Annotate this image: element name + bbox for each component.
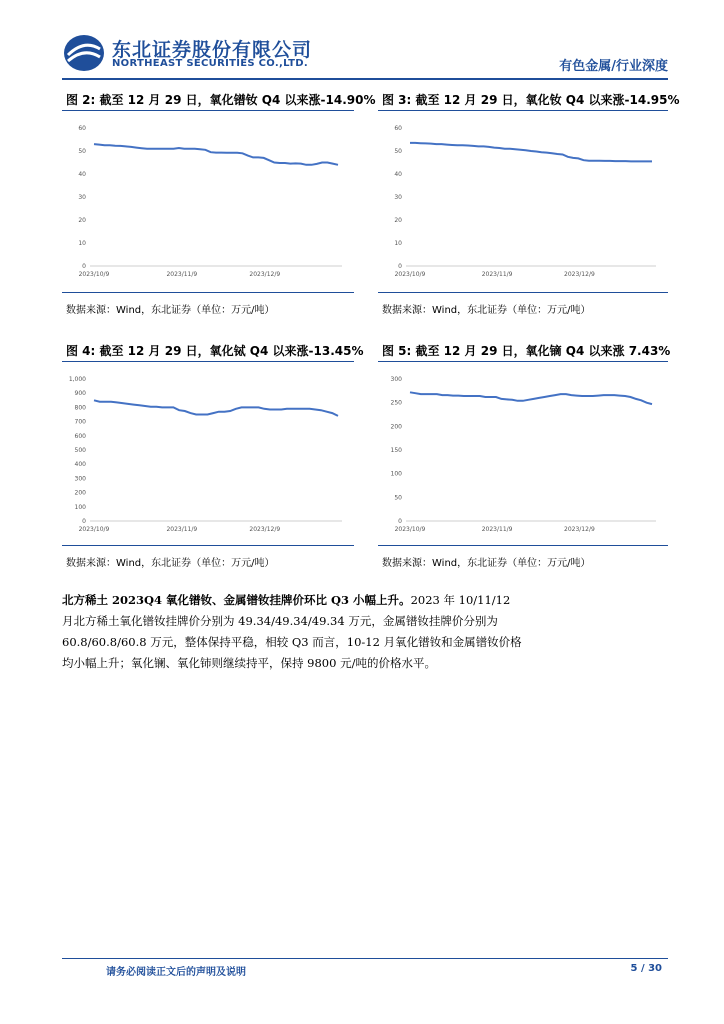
y-tick-label: 0: [398, 263, 402, 270]
y-tick-label: 50: [394, 148, 402, 155]
x-tick-label: 2023/10/9: [78, 271, 110, 278]
y-tick-label: 0: [398, 518, 402, 525]
figure-3-chart: [378, 118, 668, 286]
company-name-cn: 东北证券股份有限公司: [112, 39, 313, 61]
x-tick-label: 2023/12/9: [249, 526, 281, 533]
x-tick-label: 2023/11/9: [166, 271, 198, 278]
x-tick-label: 2023/11/9: [481, 271, 513, 278]
series-line: [410, 143, 652, 162]
y-tick-label: 40: [78, 171, 86, 178]
x-tick-label: 2023/10/9: [78, 526, 110, 533]
paragraph-lead: 北方稀土 2023Q4 氧化镨钕、金属镨钕挂牌价环比 Q3 小幅上升。: [62, 593, 411, 607]
figure-5-bottom-rule: [378, 545, 668, 546]
y-tick-label: 200: [74, 489, 86, 497]
report-category: 有色金属/行业深度: [559, 59, 668, 74]
series-line: [94, 144, 338, 165]
figure-4-bottom-rule: [62, 545, 354, 546]
y-tick-label: 100: [74, 503, 86, 511]
x-tick-label: 2023/12/9: [249, 271, 281, 278]
y-tick-label: 60: [78, 125, 86, 132]
figure-4-title: 图 4: 截至 12 月 29 日，氧化铽 Q4 以来涨-13.45%: [66, 344, 364, 358]
y-tick-label: 700: [74, 418, 86, 426]
y-tick-label: 60: [394, 125, 402, 132]
y-tick-label: 800: [74, 404, 86, 412]
x-tick-label: 2023/11/9: [481, 526, 513, 533]
y-tick-label: 20: [78, 217, 86, 224]
figure-3-rule: [378, 110, 668, 111]
figure-3-source: 数据来源：Wind，东北证券（单位：万元/吨）: [382, 305, 591, 316]
figure-3-title: 图 3: 截至 12 月 29 日，氧化钕 Q4 以来涨-14.95%: [382, 93, 680, 107]
page-header: [62, 33, 668, 73]
y-tick-label: 30: [394, 194, 402, 201]
y-tick-label: 30: [78, 194, 86, 201]
company-logo-icon: [62, 33, 106, 73]
y-tick-label: 250: [390, 399, 402, 407]
figure-4-chart: [62, 369, 354, 541]
y-tick-label: 300: [390, 376, 402, 383]
y-tick-label: 100: [390, 470, 402, 478]
y-tick-label: 300: [74, 475, 86, 483]
series-line: [94, 400, 338, 416]
y-tick-label: 1,000: [68, 376, 86, 383]
x-tick-label: 2023/10/9: [394, 271, 426, 278]
y-tick-label: 50: [78, 148, 86, 155]
figure-5-chart: [378, 369, 668, 541]
y-tick-label: 500: [74, 447, 86, 454]
y-tick-label: 10: [78, 240, 86, 247]
y-tick-label: 40: [394, 171, 402, 178]
y-tick-label: 0: [82, 518, 86, 525]
x-tick-label: 2023/11/9: [166, 526, 198, 533]
x-tick-label: 2023/10/9: [394, 526, 426, 533]
y-tick-label: 600: [74, 432, 86, 440]
figure-5-source: 数据来源：Wind，东北证券（单位：万元/吨）: [382, 558, 591, 569]
figure-5-rule: [378, 361, 668, 362]
y-tick-label: 200: [390, 423, 402, 431]
page-number: 5 / 30: [630, 963, 662, 974]
figure-5-title: 图 5: 截至 12 月 29 日，氧化镝 Q4 以来涨 7.43%: [382, 344, 671, 358]
paragraph-body: 2023 年 10/11/12 月北方稀土氧化镨钕挂牌价分别为 49.34/49.34/49.34 万元，金属镨钕挂牌价分别为 60.8/60.8/60.8 万元，整体保持平稳，相较 Q3 而言，10-12 月氧化镨钕和金属镨钕价格均小幅上升；氧化镧、氧化铈则继续持平，保持 9800 元/吨的价格水平。: [62, 593, 522, 670]
series-line: [410, 392, 652, 404]
figure-4-source: 数据来源：Wind，东北证券（单位：万元/吨）: [66, 558, 275, 569]
y-tick-label: 50: [394, 494, 402, 502]
y-tick-label: 900: [74, 390, 86, 398]
header-divider: [62, 78, 668, 80]
figure-2-title: 图 2: 截至 12 月 29 日，氧化镨钕 Q4 以来涨-14.90%: [66, 93, 376, 107]
y-tick-label: 10: [394, 240, 402, 247]
footer-disclaimer: 请务必阅读正文后的声明及说明: [106, 967, 246, 978]
y-tick-label: 400: [74, 461, 86, 469]
footer-divider: [62, 958, 668, 959]
figure-2-rule: [62, 110, 354, 111]
x-tick-label: 2023/12/9: [564, 271, 595, 278]
y-tick-label: 150: [390, 447, 402, 454]
figure-3-bottom-rule: [378, 292, 668, 293]
y-tick-label: 20: [394, 217, 402, 224]
body-paragraph: [62, 590, 522, 674]
figure-2-bottom-rule: [62, 292, 354, 293]
x-tick-label: 2023/12/9: [564, 526, 595, 533]
company-name-en: NORTHEAST SECURITIES CO.,LTD.: [112, 58, 308, 69]
figure-2-source: 数据来源：Wind，东北证券（单位：万元/吨）: [66, 305, 275, 316]
figure-2-chart: [62, 118, 354, 286]
y-tick-label: 0: [82, 263, 86, 270]
figure-4-rule: [62, 361, 354, 362]
